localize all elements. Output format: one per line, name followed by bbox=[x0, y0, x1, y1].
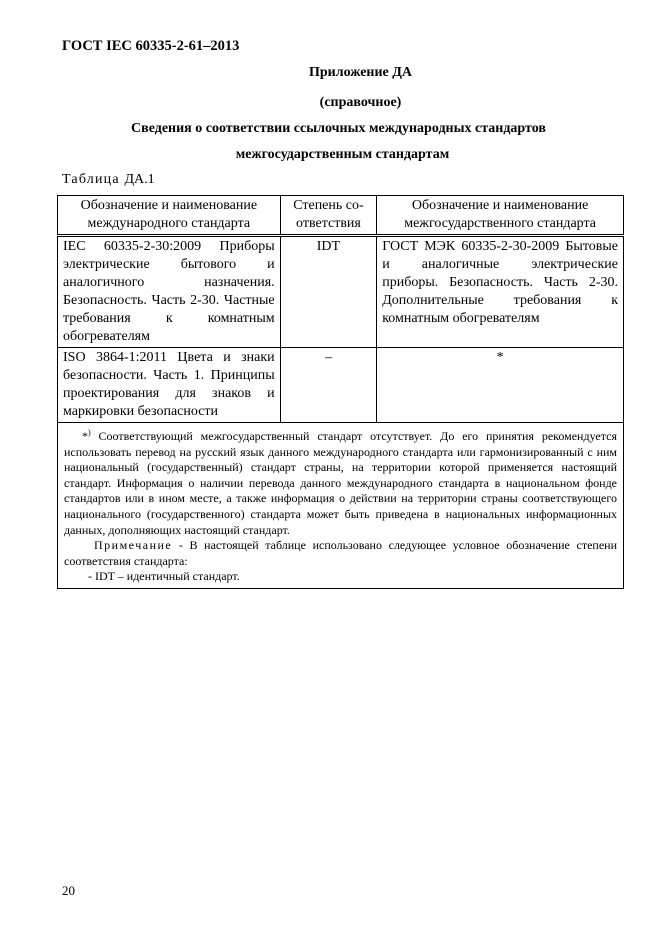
table-row bbox=[58, 236, 624, 348]
table-header-row bbox=[58, 196, 624, 236]
note-label: Примечание bbox=[94, 538, 173, 553]
cell-interstate: * bbox=[377, 348, 624, 423]
header-interstate-standard: Обозначение и наименование межгосударственного стандарта bbox=[377, 196, 624, 236]
table-label-word: Таблица bbox=[62, 172, 120, 187]
note-list-item: - IDT – идентичный стандарт. bbox=[88, 569, 240, 584]
table-footnote-row bbox=[58, 423, 624, 589]
document-id: ГОСТ IEC 60335-2-61–2013 bbox=[62, 38, 240, 54]
note-paragraph bbox=[64, 538, 617, 569]
page-number: 20 bbox=[62, 883, 75, 898]
cell-degree: – bbox=[280, 348, 377, 423]
table-row bbox=[58, 348, 624, 423]
footnote-marker: * bbox=[82, 429, 88, 443]
standards-correspondence-table bbox=[57, 195, 624, 589]
header-degree-of-correspondence: Степень со-ответствия bbox=[280, 196, 377, 236]
footnote-cell bbox=[58, 423, 624, 589]
table-label-number: ДА.1 bbox=[124, 172, 155, 187]
header-international-standard: Обозначение и наименование международного стандарта bbox=[58, 196, 281, 236]
appendix-subtitle: (справочное) bbox=[319, 95, 402, 110]
cell-interstate: ГОСТ МЭК 60335-2-30-2009 Бытовые и аналогичные электрические приборы. Безопасность. Часть 2-30. Дополнительные требования к комнатным обогревателям bbox=[377, 236, 624, 348]
cell-international: ISO 3864-1:2011 Цвета и знаки безопасности. Часть 1. Принципы проектирования для знаков и маркировки безопасности bbox=[58, 348, 281, 423]
table-label bbox=[62, 172, 155, 188]
footnote-text: Соответствующий межгосударственный стандарт отсутствует. До его принятия рекомендуется использовать перевод на русский язык данного международного стандарта или гармонизированный с ним национальный (государственный) стандарт страны, на территории которой применяется настоящий стандарт. Информация о наличии перевода данного международного стандарта в национальном фонде стандартов или в ином месте, а также информация о действии на территории страны соответствующего национального (государственного) стандарта может быть приведена в национальных информационных данных, дополняющих настоящий стандарт. bbox=[64, 429, 617, 537]
appendix-heading-line1: Сведения о соответствии ссылочных международных стандартов bbox=[131, 121, 546, 136]
note-text: - В настоящей таблице использовано следующее условное обозначение степени соответствия стандарта: bbox=[64, 538, 617, 568]
cell-degree: IDT bbox=[280, 236, 377, 348]
appendix-title: Приложение ДА bbox=[308, 65, 413, 80]
cell-international: IEC 60335-2-30:2009 Приборы электрические бытового и аналогичного назначения. Безопасность. Часть 2-30. Частные требования к комнатным обогревателям bbox=[58, 236, 281, 348]
footnote-paragraph bbox=[64, 425, 617, 538]
appendix-heading-line2: межгосударственным стандартам bbox=[235, 147, 450, 162]
footnote-marker-sup: ) bbox=[88, 428, 91, 437]
